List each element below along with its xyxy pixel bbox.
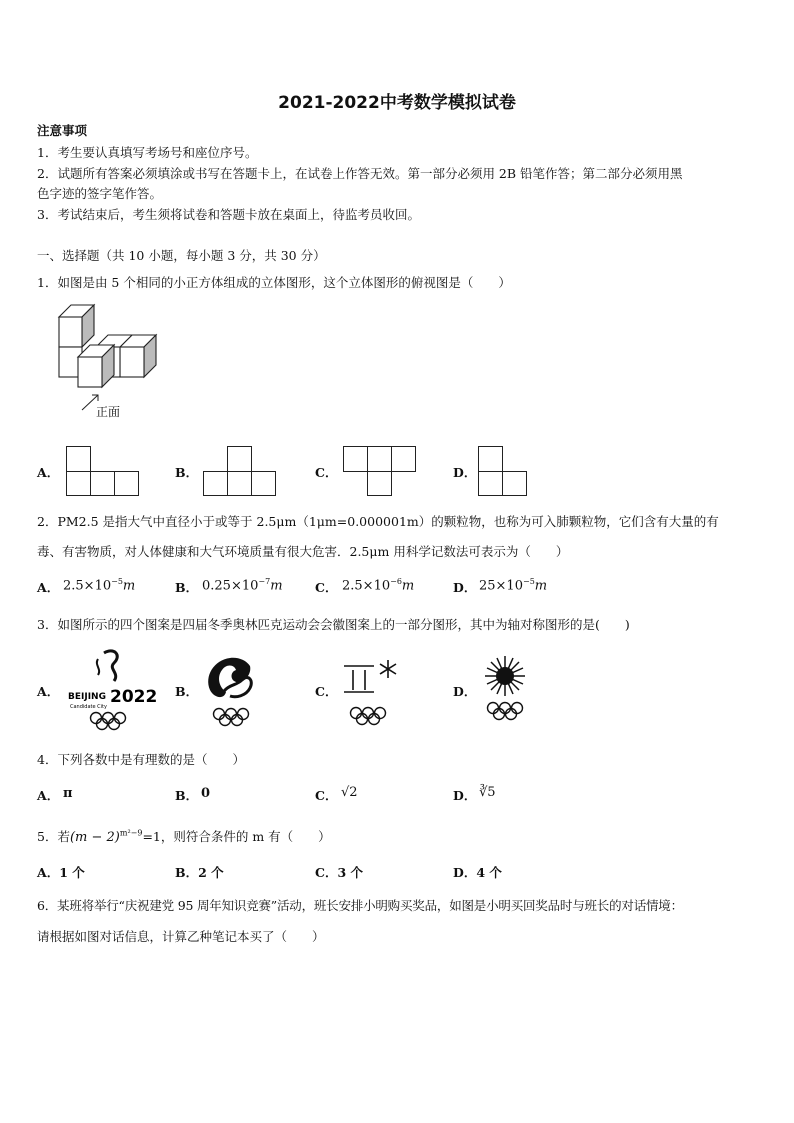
option-b-value: 0 (201, 786, 211, 801)
option-c-label: C． (315, 580, 338, 595)
question-1-text: 1．如图是由 5 个相同的小正方体组成的立体图形，这个立体图形的俯视图是（ ） (37, 275, 511, 290)
option-b-figure (203, 446, 277, 496)
section-heading: 一、选择题（共 10 小题，每小题 3 分，共 30 分） (37, 248, 326, 263)
phoenix-logo (200, 652, 260, 728)
question-4-text: 4．下列各数中是有理数的是（ ） (37, 752, 245, 767)
option-c-label: C． (315, 465, 338, 480)
question-6-line1: 6．某班将举行“庆祝建党 95 周年知识竞赛”活动，班长安排小明购买奖品，如图是小明买回奖品时与班长的对话情境： (37, 898, 683, 913)
notice-item: 色字迹的签字笔作答。 (37, 186, 163, 201)
option-d-label: D． (453, 465, 477, 480)
option-a-label: A． (37, 788, 60, 803)
option-c-value: $2.5\times 10^{-6}m$ (342, 577, 415, 594)
svg-text:2022: 2022 (110, 687, 158, 707)
notice-heading: 注意事项 (37, 123, 88, 138)
option-a: A．1 个 (37, 865, 85, 880)
svg-text:Candidate City: Candidate City (70, 704, 107, 710)
option-b: B．2 个 (175, 865, 224, 880)
option-d-value: $25\times 10^{-5}m$ (479, 577, 548, 594)
option-b-label: B． (175, 684, 199, 699)
front-label: 正面 (96, 405, 121, 419)
option-c-label: C． (315, 788, 338, 803)
option-b-label: B． (175, 465, 199, 480)
option-d: D．4 个 (453, 865, 502, 880)
option-c-figure (343, 446, 417, 496)
option-c-label: C． (315, 684, 338, 699)
option-c-value: √2 (341, 785, 358, 800)
option-b-label: B． (175, 788, 199, 803)
page-title: 2021-2022中考数学模拟试卷 (278, 93, 516, 113)
option-b-label: B． (175, 580, 199, 595)
snowflake-logo (478, 652, 538, 724)
option-d-value: ∛5 (479, 785, 496, 800)
option-d-label: D． (453, 788, 477, 803)
option-d-label: D． (453, 580, 477, 595)
question-5-text: 5．若$(m - 2)^{m^2-9}=1$，则符合条件的 m 有（ ） (37, 828, 331, 845)
option-a-figure (66, 446, 140, 496)
question-3-text: 3．如图所示的四个图案是四届冬季奥林匹克运动会会徽图案上的一部分图形，其中为轴对称图形的是( ) (37, 617, 630, 632)
question-2-line1: 2．PM2.5 是指大气中直径小于或等于 2.5μm（1μm=0.000001m）的颗粒物，也称为可入肺颗粒物，它们含有大量的有 (37, 514, 719, 529)
notice-item: 1．考生要认真填写考场号和座位序号。 (37, 145, 258, 160)
svg-text:BEIJING: BEIJING (68, 692, 106, 702)
option-a-label: A． (37, 580, 60, 595)
question-2-line2: 毒、有害物质，对人体健康和大气环境质量有很大危害．2.5μm 用科学记数法可表示为（ ） (37, 544, 569, 559)
option-a-label: A． (37, 465, 60, 480)
question-6-line2: 请根据如图对话信息，计算乙种笔记本买了（ ） (37, 929, 325, 944)
option-b-value: $0.25\times 10^{-7}m$ (202, 577, 283, 594)
beijing-2022-logo (64, 645, 159, 733)
option-d-label: D． (453, 684, 477, 699)
option-a-value: π (63, 786, 73, 801)
notice-item: 3．考试结束后，考生须将试卷和答题卡放在桌面上，待监考员收回。 (37, 207, 420, 222)
option-d-figure (478, 446, 528, 496)
option-a-label: A． (37, 684, 60, 699)
notice-item: 2．试题所有答案必须填涂或书写在答题卡上，在试卷上作答无效。第一部分必须用 2B 铅笔作答；第二部分必须用黑 (37, 166, 683, 181)
option-a-value: $2.5\times 10^{-5}m$ (63, 577, 136, 594)
gate-logo (340, 656, 405, 728)
option-c: C．3 个 (315, 865, 363, 880)
